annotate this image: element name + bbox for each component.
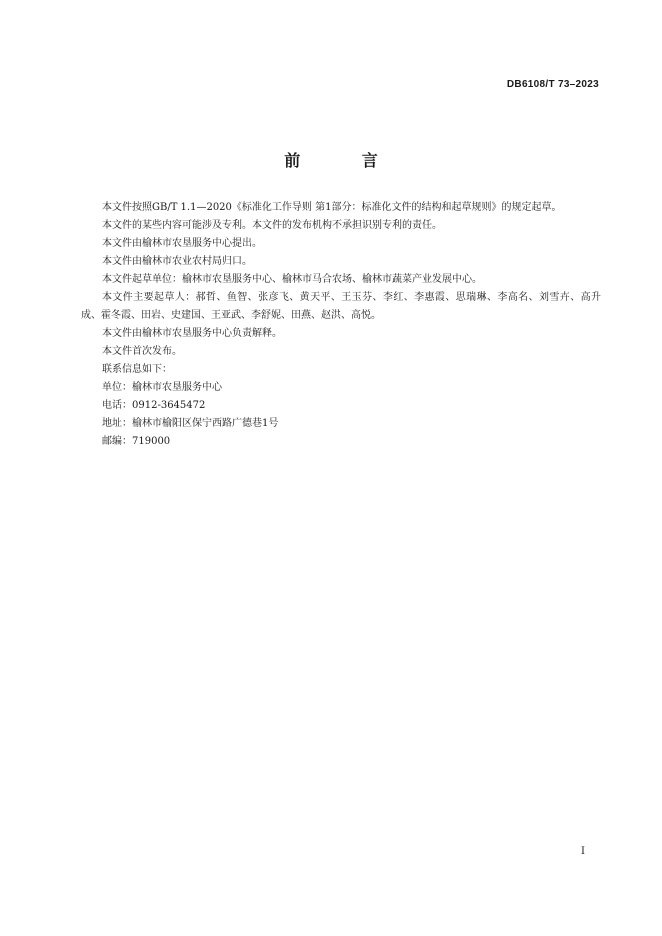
contact-postcode: 邮编：719000 [102, 436, 171, 447]
contact-address: 地址：榆林市榆阳区保宁西路广德巷1号 [102, 418, 279, 429]
paragraph-patent-notice: 本文件的某些内容可能涉及专利。本文件的发布机构不承担识别专利的责任。 [102, 220, 442, 231]
page-title: 前 言 [284, 151, 406, 170]
document-code: DB6108/T 73–2023 [506, 79, 599, 90]
paragraph-first-release: 本文件首次发布。 [102, 346, 182, 357]
contact-unit: 单位：榆林市农垦服务中心 [102, 382, 222, 393]
paragraph-contact-heading: 联系信息如下： [102, 364, 172, 375]
paragraph-proposed-by: 本文件由榆林市农垦服务中心提出。 [102, 238, 262, 249]
paragraph-interpretation: 本文件由榆林市农垦服务中心负责解释。 [102, 328, 282, 339]
contact-phone: 电话：0912-3645472 [102, 400, 206, 411]
foreword-body [81, 199, 601, 451]
page-number: I [581, 846, 585, 857]
paragraph-centralized-by: 本文件由榆林市农业农村局归口。 [102, 256, 252, 267]
paragraph-drafting-units: 本文件起草单位：榆林市农垦服务中心、榆林市马合农场、榆林市蔬菜产业发展中心。 [102, 274, 482, 285]
paragraph-standard-basis: 本文件按照GB/T 1.1—2020《标准化工作导则 第1部分：标准化文件的结构和起草规则》的规定起草。 [102, 202, 562, 213]
paragraph-drafters: 本文件主要起草人：郝哲、鱼智、张彦飞、黄天平、王玉芬、李红、李惠霞、思瑞琳、李高名、刘雪卉、高升成、霍冬霞、田岩、史建国、王亚武、李舒妮、田燕、赵洪、高悦。 [81, 292, 601, 321]
